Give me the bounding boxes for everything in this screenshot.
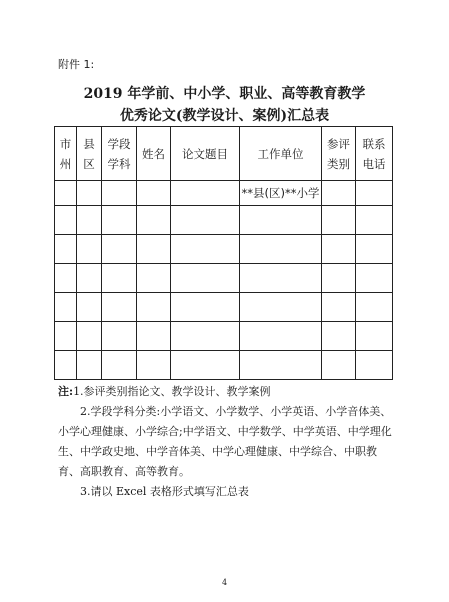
table-cell bbox=[322, 235, 356, 264]
header-name: 姓名 bbox=[137, 127, 171, 181]
table-cell bbox=[55, 351, 77, 380]
table-header-row bbox=[55, 127, 393, 181]
table-cell bbox=[240, 322, 322, 351]
header-phone: 联系 电话 bbox=[356, 127, 393, 181]
table-cell bbox=[356, 206, 393, 235]
header-paper-title: 论文题目 bbox=[171, 127, 240, 181]
table-cell bbox=[240, 351, 322, 380]
table-cell bbox=[322, 264, 356, 293]
table-row bbox=[55, 264, 393, 293]
table-row bbox=[55, 181, 393, 206]
table-cell bbox=[240, 206, 322, 235]
table-cell bbox=[356, 351, 393, 380]
table-cell bbox=[322, 181, 356, 206]
note-item-3: 3.请以 Excel 表格形式填写汇总表 bbox=[80, 485, 249, 498]
table-cell bbox=[102, 235, 137, 264]
table-cell bbox=[102, 181, 137, 206]
table-cell bbox=[137, 206, 171, 235]
table-cell bbox=[137, 322, 171, 351]
header-category: 参评 类别 bbox=[322, 127, 356, 181]
table-cell bbox=[240, 264, 322, 293]
table-cell bbox=[102, 322, 137, 351]
table-cell bbox=[356, 264, 393, 293]
notes-label: 注: bbox=[58, 385, 74, 398]
table-cell bbox=[356, 293, 393, 322]
table-cell bbox=[77, 206, 102, 235]
table-cell bbox=[322, 322, 356, 351]
table-row bbox=[55, 293, 393, 322]
table-row bbox=[55, 351, 393, 380]
table-row bbox=[55, 322, 393, 351]
table-cell bbox=[55, 181, 77, 206]
table-cell bbox=[240, 293, 322, 322]
table-cell bbox=[55, 206, 77, 235]
table-cell bbox=[322, 206, 356, 235]
table-row bbox=[55, 235, 393, 264]
table-cell bbox=[137, 181, 171, 206]
table-cell bbox=[55, 235, 77, 264]
table-cell bbox=[77, 264, 102, 293]
table-cell bbox=[322, 351, 356, 380]
table-cell bbox=[356, 235, 393, 264]
table-cell bbox=[322, 293, 356, 322]
document-title-line-2: 优秀论文(教学设计、案例)汇总表 bbox=[119, 108, 330, 124]
attachment-label: 附件 1: bbox=[58, 58, 95, 71]
table-cell bbox=[102, 351, 137, 380]
note-item-1: 1.参评类别指论文、教学设计、教学案例 bbox=[73, 385, 271, 398]
table-cell bbox=[77, 293, 102, 322]
table-cell bbox=[171, 322, 240, 351]
table-cell bbox=[171, 206, 240, 235]
table-cell bbox=[137, 351, 171, 380]
table-cell bbox=[102, 206, 137, 235]
table-cell bbox=[137, 293, 171, 322]
note-item-2: 2.学段学科分类:小学语文、小学数学、小学英语、小学音体美、小学心理健康、小学综合;中学语文、中学数学、中学英语、中学理化生、中学政史地、中学音体美、中学心理健康、中学综合、中职教育、高职教育、高等教育。 bbox=[58, 405, 392, 478]
table-row bbox=[55, 206, 393, 235]
table-cell bbox=[137, 235, 171, 264]
table-cell bbox=[240, 235, 322, 264]
table-cell bbox=[171, 351, 240, 380]
table-cell bbox=[77, 181, 102, 206]
summary-table bbox=[54, 126, 393, 380]
table-cell bbox=[55, 322, 77, 351]
table-cell bbox=[77, 351, 102, 380]
table-cell bbox=[171, 264, 240, 293]
table-cell bbox=[171, 293, 240, 322]
table-cell bbox=[55, 293, 77, 322]
table-cell bbox=[356, 181, 393, 206]
page-number: 4 bbox=[221, 578, 228, 587]
table-cell bbox=[102, 264, 137, 293]
table-cell bbox=[77, 322, 102, 351]
header-stage-subject: 学段 学科 bbox=[102, 127, 137, 181]
header-county: 县 区 bbox=[77, 127, 102, 181]
table-cell bbox=[102, 293, 137, 322]
table-cell bbox=[55, 264, 77, 293]
table-cell bbox=[137, 264, 171, 293]
example-work-unit: **县(区)**小学 bbox=[240, 181, 322, 206]
notes-section bbox=[58, 382, 398, 502]
header-city: 市 州 bbox=[55, 127, 77, 181]
table-cell bbox=[171, 235, 240, 264]
table-cell bbox=[356, 322, 393, 351]
table-cell bbox=[171, 181, 240, 206]
header-work-unit: 工作单位 bbox=[240, 127, 322, 181]
document-title-line-1: 2019 年学前、中小学、职业、高等教育教学 bbox=[83, 86, 366, 102]
table-cell bbox=[77, 235, 102, 264]
